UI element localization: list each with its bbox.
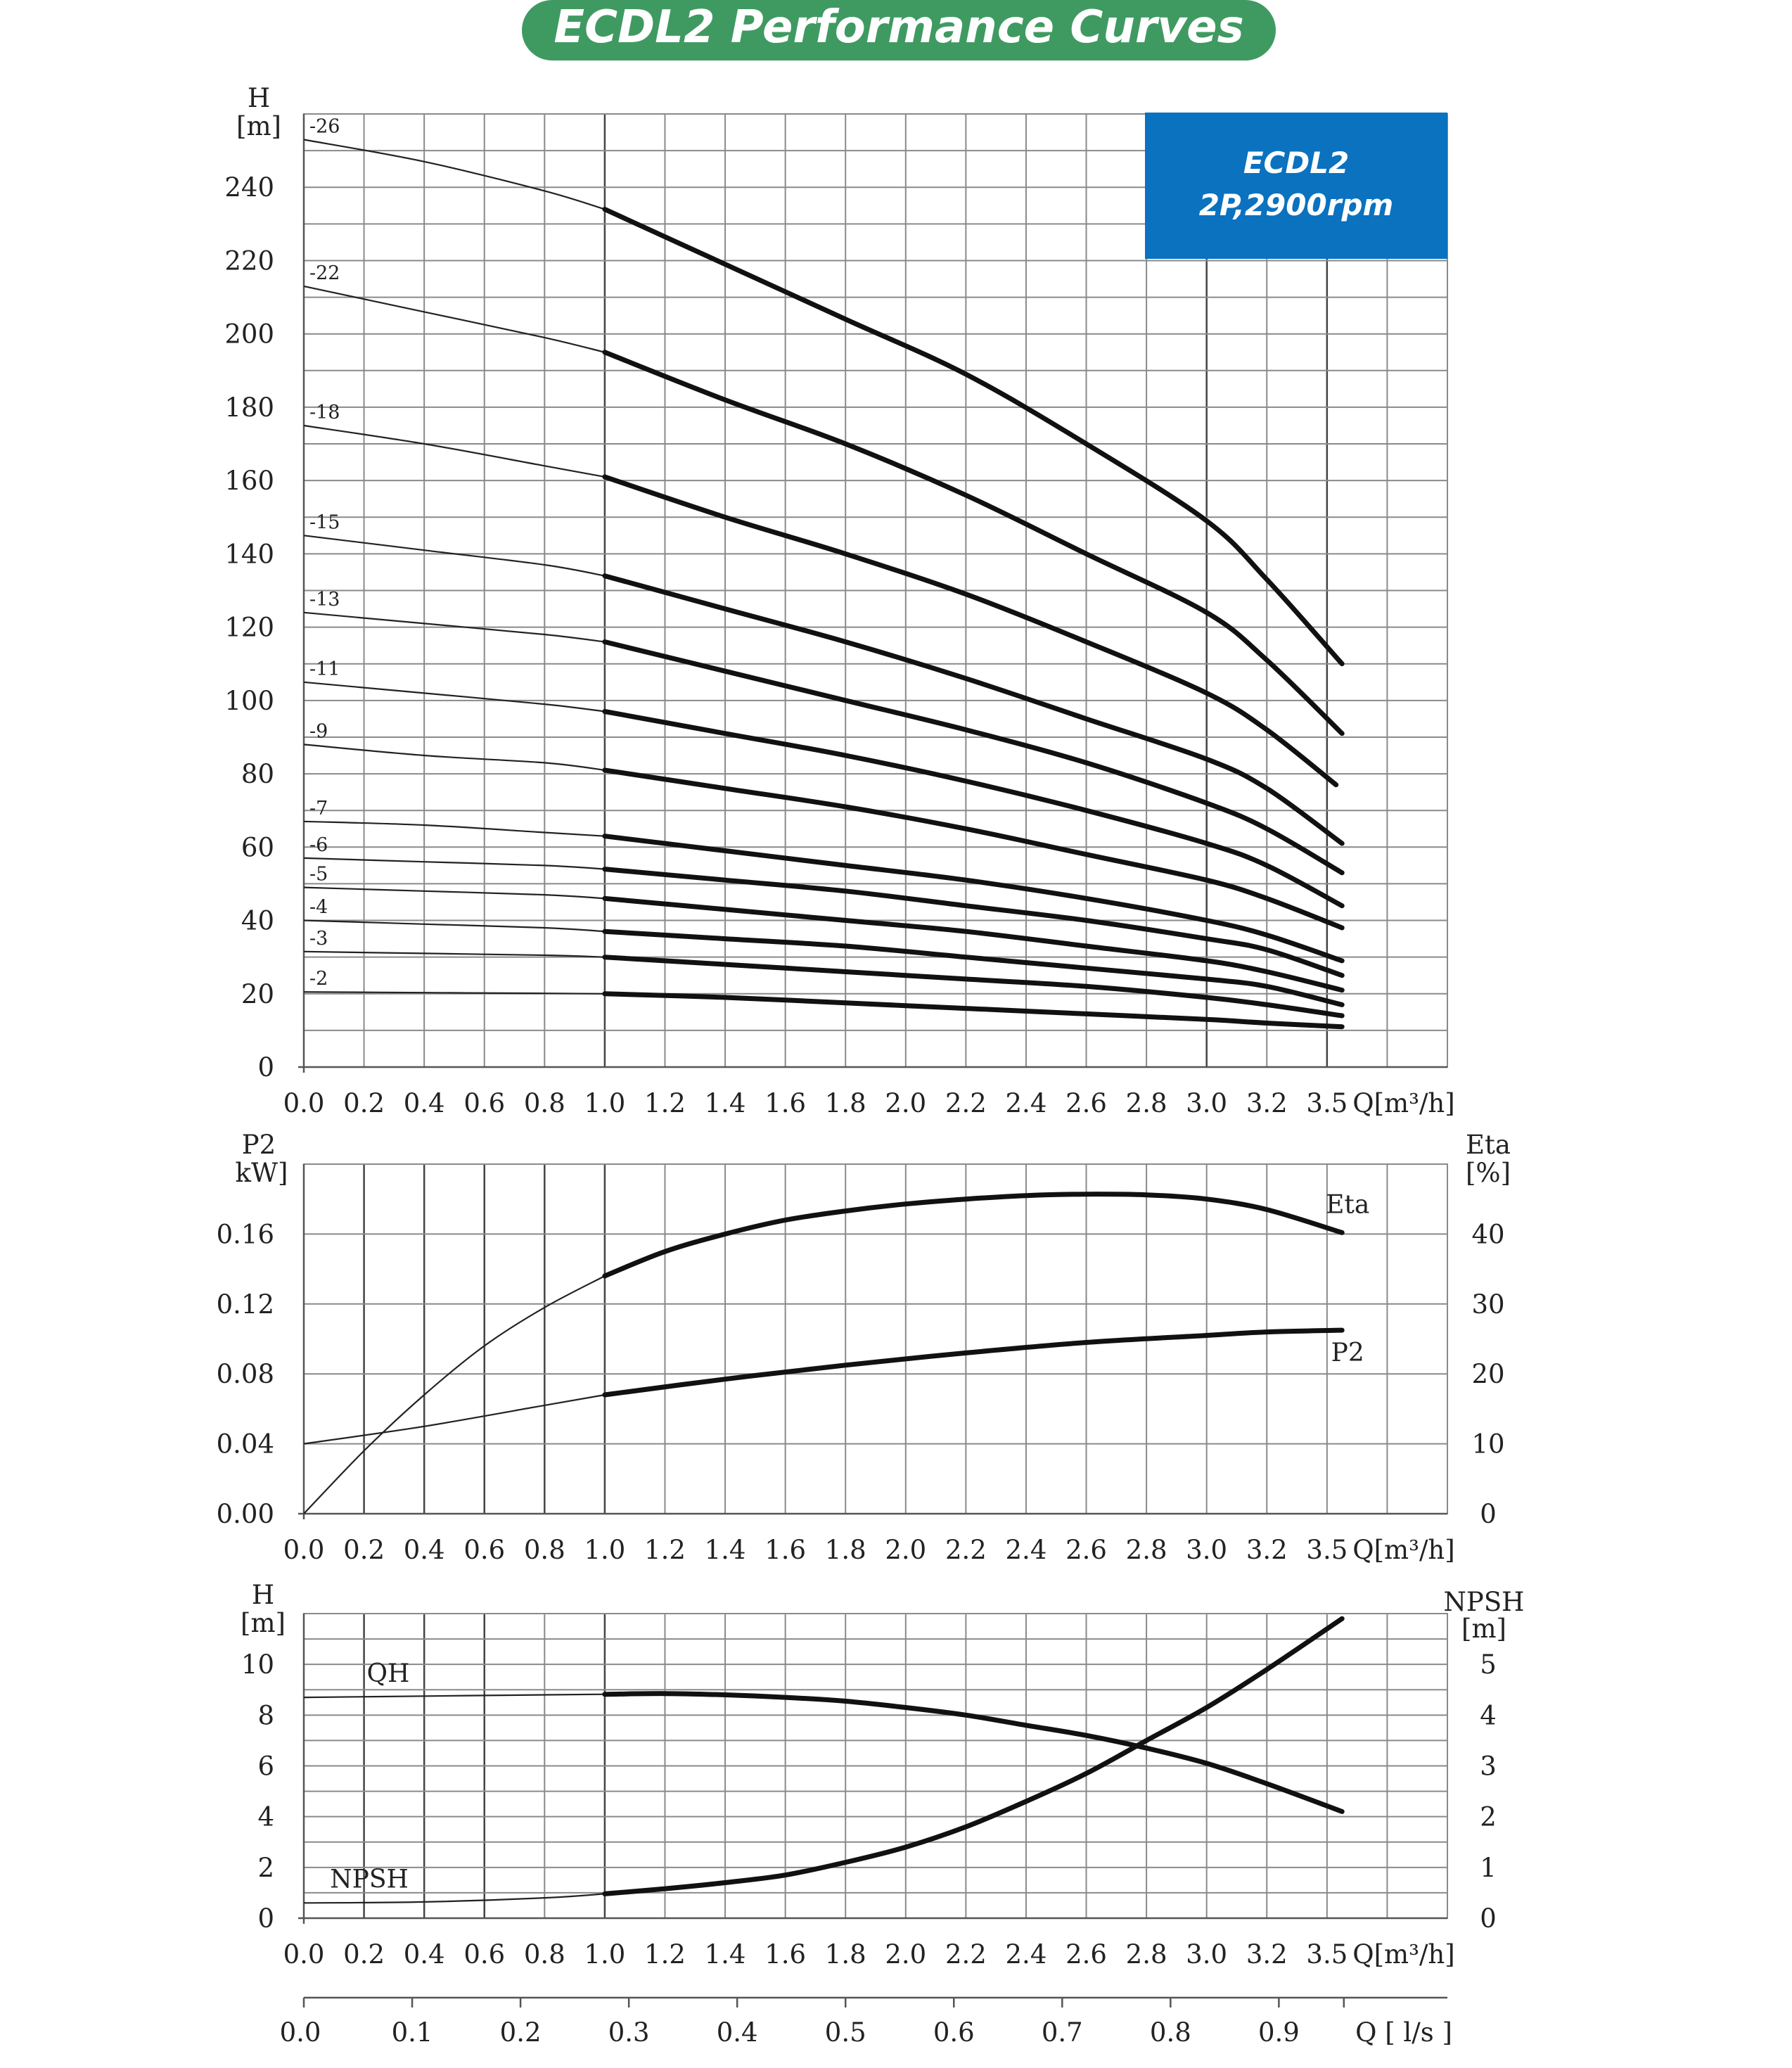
curve-label: P2 (1331, 1339, 1364, 1368)
y-tick-label: 240 (224, 172, 274, 203)
x-axis-title: Q[m³/h] (1352, 1088, 1455, 1118)
qh-npsh-curves (304, 1619, 1342, 1903)
flow-ls-axis (280, 1998, 1452, 2048)
x-tick-label: 1.0 (584, 1088, 626, 1118)
stage-curve-thin-segment (304, 682, 605, 712)
x-tick-label: 2.0 (885, 1088, 927, 1118)
ls-tick-label: 0.7 (1041, 2017, 1083, 2048)
y-axis-title: P2 (241, 1130, 276, 1160)
qh-curve (304, 1659, 1342, 1811)
y-axis-title: H (251, 1580, 275, 1610)
ls-tick-label: 0.4 (716, 2017, 758, 2048)
y-tick-label: 160 (224, 466, 274, 497)
x-tick-label: 3.5 (1306, 1939, 1348, 1970)
x-tick-label: 0.8 (523, 1939, 565, 1970)
x-axis-title: Q[m³/h] (1352, 1939, 1455, 1970)
x-tick-label: 2.6 (1065, 1535, 1107, 1565)
ls-tick-label: 0.1 (391, 2017, 433, 2048)
x-tick-label: 2.6 (1065, 1088, 1107, 1118)
x-tick-label: 2.2 (945, 1535, 987, 1565)
y2-tick-label: 3 (1480, 1751, 1497, 1782)
ls-tick-label: 0.2 (499, 2017, 542, 2048)
curve-label: NPSH (330, 1865, 409, 1894)
curve-label: QH (366, 1659, 410, 1689)
x-tick-label: 2.0 (885, 1535, 927, 1565)
y-tick-label: 120 (224, 612, 274, 643)
stage-label: -9 (309, 720, 328, 743)
model-name: ECDL2 (1243, 146, 1350, 180)
curve-thin-segment (304, 1894, 605, 1903)
curve-label: Eta (1326, 1190, 1370, 1220)
title-banner (522, 0, 1276, 60)
y2-axis-title: NPSH (1443, 1587, 1525, 1617)
x-tick-label: 2.4 (1005, 1939, 1047, 1970)
stage-label: -13 (309, 588, 340, 611)
x-tick-label: 1.8 (824, 1939, 866, 1970)
x-tick-label: 1.0 (584, 1535, 626, 1565)
curve-bold-segment (605, 1194, 1342, 1276)
x-tick-label: 3.0 (1186, 1535, 1228, 1565)
y-tick-label: 6 (257, 1751, 274, 1782)
y2-tick-label: 4 (1480, 1700, 1497, 1731)
y-tick-label: 220 (224, 245, 274, 276)
x-tick-label: 1.4 (704, 1939, 746, 1970)
ls-tick-label: 0.8 (1149, 2017, 1191, 2048)
x-tick-label: 1.8 (824, 1088, 866, 1118)
stage-curve (304, 402, 1336, 785)
ls-tick-label: 0.0 (279, 2017, 321, 2048)
stage-curve-thin-segment (304, 952, 605, 957)
qh-npsh-chart (241, 1580, 1524, 1970)
curve-thin-segment (304, 1694, 605, 1697)
curve-bold-segment (605, 1694, 1342, 1812)
y2-tick-label: 20 (1471, 1359, 1505, 1390)
y-axis-unit: [m] (236, 111, 281, 141)
x-tick-label: 1.2 (644, 1939, 686, 1970)
stage-curve (304, 262, 1342, 734)
x-tick-label: 3.2 (1246, 1939, 1288, 1970)
y2-axis-unit: [m] (1461, 1614, 1506, 1644)
y-axis-unit: [m] (241, 1608, 286, 1638)
stage-label: -2 (309, 968, 328, 990)
x-tick-label: 0.2 (343, 1535, 385, 1565)
y-tick-label: 0.04 (216, 1429, 274, 1460)
y2-tick-label: 5 (1480, 1649, 1497, 1680)
x-tick-label: 3.0 (1186, 1088, 1228, 1118)
y2-axis-unit: [%] (1465, 1158, 1511, 1188)
stage-curve-thin-segment (304, 822, 605, 836)
y-tick-label: 60 (241, 832, 274, 863)
y2-tick-label: 40 (1471, 1219, 1505, 1250)
stage-label: -5 (309, 863, 328, 886)
y2-tick-label: 30 (1471, 1289, 1505, 1320)
y-tick-label: 140 (224, 539, 274, 570)
stage-curve-thin-segment (304, 535, 605, 575)
stage-label: -7 (309, 797, 328, 819)
power-efficiency-curves (304, 1190, 1369, 1514)
x-tick-label: 1.8 (824, 1535, 866, 1565)
stage-label: -11 (309, 658, 340, 680)
chart-title: ECDL2 Performance Curves (553, 1, 1244, 53)
y2-tick-label: 1 (1480, 1852, 1497, 1883)
y2-tick-label: 0 (1480, 1499, 1497, 1529)
x-tick-label: 0.2 (343, 1088, 385, 1118)
stage-curve-thin-segment (304, 426, 605, 477)
stage-curve-thin-segment (304, 921, 605, 932)
stage-curve (304, 589, 1342, 873)
x-tick-label: 0.2 (343, 1939, 385, 1970)
stage-curve-thin-segment (304, 286, 605, 352)
power-curve (304, 1330, 1364, 1444)
stage-label: -4 (309, 896, 328, 919)
x-tick-label: 0.8 (523, 1088, 565, 1118)
power-efficiency-axis-labels (217, 1130, 1511, 1565)
stage-label: -22 (309, 262, 340, 284)
ls-axis-title: Q [ l/s ] (1355, 2017, 1452, 2048)
y-tick-label: 0.00 (216, 1499, 274, 1529)
efficiency-curve (304, 1190, 1369, 1514)
ls-tick-label: 0.9 (1257, 2017, 1300, 2048)
x-tick-label: 0.6 (463, 1535, 506, 1565)
y-tick-label: 40 (241, 905, 274, 936)
x-tick-label: 0.0 (283, 1939, 325, 1970)
y-tick-label: 20 (241, 978, 274, 1009)
x-tick-label: 2.4 (1005, 1535, 1047, 1565)
x-tick-label: 2.8 (1125, 1939, 1167, 1970)
x-tick-label: 2.4 (1005, 1088, 1047, 1118)
model-info-box (1145, 113, 1447, 259)
y-tick-label: 0.08 (216, 1359, 274, 1390)
y2-axis-title: Eta (1466, 1130, 1511, 1160)
y-axis-title: H (247, 83, 271, 113)
curve-bold-segment (605, 1330, 1342, 1395)
stage-label: -3 (309, 927, 328, 950)
power-efficiency-grid (298, 1164, 1447, 1519)
head-chart (224, 83, 1454, 1118)
x-tick-label: 1.0 (584, 1939, 626, 1970)
y-axis-unit: kW] (235, 1158, 288, 1188)
x-tick-label: 2.6 (1065, 1939, 1107, 1970)
y2-tick-label: 2 (1480, 1801, 1497, 1832)
y-tick-label: 0 (257, 1903, 274, 1934)
y-tick-label: 8 (257, 1700, 274, 1731)
x-tick-label: 3.2 (1246, 1535, 1288, 1565)
power-efficiency-chart (217, 1130, 1511, 1565)
model-box (1145, 113, 1447, 259)
x-tick-label: 2.2 (945, 1939, 987, 1970)
stage-label: -26 (309, 115, 340, 138)
y-tick-label: 200 (224, 319, 274, 350)
stage-curve-thin-segment (304, 888, 605, 899)
x-tick-label: 1.4 (704, 1535, 746, 1565)
x-axis-title: Q[m³/h] (1352, 1535, 1455, 1565)
stage-curve-thin-segment (304, 858, 605, 869)
x-tick-label: 0.4 (403, 1939, 445, 1970)
x-tick-label: 3.0 (1186, 1939, 1228, 1970)
x-tick-label: 2.2 (945, 1088, 987, 1118)
x-tick-label: 0.0 (283, 1088, 325, 1118)
x-tick-label: 3.2 (1246, 1088, 1288, 1118)
stage-curve-bold-segment (605, 712, 1342, 906)
x-tick-label: 2.0 (885, 1939, 927, 1970)
y-tick-label: 0.12 (216, 1289, 274, 1320)
x-tick-label: 1.2 (644, 1535, 686, 1565)
x-tick-label: 2.8 (1125, 1535, 1167, 1565)
x-tick-label: 0.0 (283, 1535, 325, 1565)
x-tick-label: 0.8 (523, 1535, 565, 1565)
x-tick-label: 1.6 (764, 1939, 807, 1970)
x-tick-label: 0.4 (403, 1088, 445, 1118)
y-tick-label: 10 (241, 1649, 274, 1680)
plot-frame (304, 1164, 1447, 1514)
stage-label: -6 (309, 834, 328, 856)
x-tick-label: 1.4 (704, 1088, 746, 1118)
y-tick-label: 80 (241, 759, 274, 790)
y-tick-label: 0 (257, 1052, 274, 1083)
y-tick-label: 2 (257, 1852, 274, 1883)
y-tick-label: 100 (224, 685, 274, 716)
x-tick-label: 0.4 (403, 1535, 445, 1565)
curve-thin-segment (304, 1395, 605, 1444)
stage-curve-bold-segment (605, 642, 1342, 873)
y2-tick-label: 10 (1471, 1429, 1505, 1460)
model-speed: 2P,2900rpm (1198, 188, 1394, 222)
x-tick-label: 3.5 (1306, 1088, 1348, 1118)
y2-tick-label: 0 (1480, 1903, 1497, 1934)
stage-label: -15 (309, 511, 340, 534)
qh-npsh-grid (298, 1614, 1447, 1924)
x-tick-label: 3.5 (1306, 1535, 1348, 1565)
stage-curve (304, 897, 1342, 1005)
x-tick-label: 1.6 (764, 1088, 807, 1118)
curve-bold-segment (605, 1619, 1342, 1894)
stage-label: -18 (309, 401, 340, 423)
stage-curve-thin-segment (304, 744, 605, 770)
x-tick-label: 1.6 (764, 1535, 807, 1565)
x-tick-label: 0.6 (463, 1939, 506, 1970)
y-tick-label: 180 (224, 392, 274, 423)
y-tick-label: 4 (257, 1801, 274, 1832)
stage-curve-bold-segment (605, 576, 1342, 843)
ls-tick-label: 0.6 (933, 2017, 975, 2048)
stage-curve-bold-segment (605, 477, 1336, 785)
x-tick-label: 0.6 (463, 1088, 506, 1118)
ls-tick-label: 0.3 (608, 2017, 650, 2048)
x-tick-label: 1.2 (644, 1088, 686, 1118)
npsh-curve (304, 1619, 1342, 1903)
y-tick-label: 0.16 (216, 1219, 274, 1250)
ls-tick-label: 0.5 (824, 2017, 866, 2048)
curve-thin-segment (304, 1276, 605, 1514)
x-tick-label: 2.8 (1125, 1088, 1167, 1118)
